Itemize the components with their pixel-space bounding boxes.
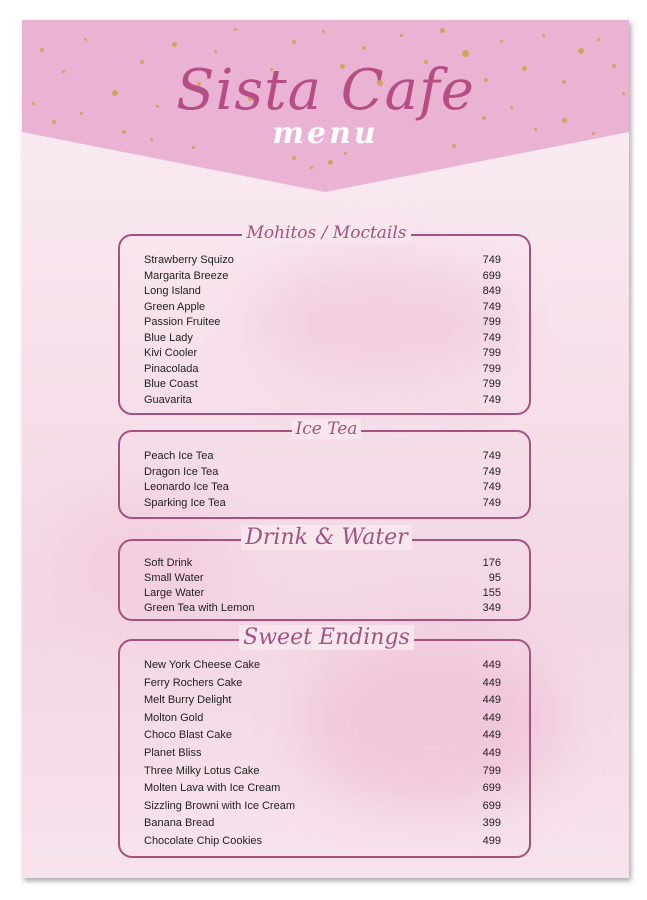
menu-item-row [144,496,501,512]
item-name: Planet Bliss [144,746,202,759]
menu-item-row [144,556,501,571]
item-name: Guavarita [144,393,192,406]
item-list [144,657,501,851]
item-name: Dragon Ice Tea [144,465,219,478]
item-price: 799 [482,378,501,390]
item-price: 749 [482,496,501,509]
confetti-dot [310,166,313,169]
item-price: 749 [482,481,501,493]
menu-item-row [144,393,501,409]
item-name: Blue Lady [144,331,193,344]
menu-item-row [144,692,501,710]
section-sweet-endings [118,625,531,858]
item-name: Soft Drink [144,557,193,569]
confetti-dot [292,156,296,160]
menu-item-row [144,331,501,347]
cafe-title: Sista Cafe [176,58,475,123]
confetti-dot [234,28,237,31]
item-list [144,253,501,408]
menu-item-row [144,284,501,300]
item-name: Three Milky Lotus Cake [144,764,260,777]
section-title: Ice Tea [120,418,533,440]
section-title: Sweet Endings [120,624,533,652]
item-name: Margarita Breeze [144,269,229,282]
item-name: Small Water [144,572,204,584]
menu-item-row [144,710,501,728]
confetti-dot [344,152,347,155]
menu-item-row [144,465,501,481]
section-title: Drink & Water [120,524,533,552]
menu-item-row [144,675,501,693]
menu-item-row [144,346,501,362]
menu-page [22,20,629,878]
menu-subtitle: menu [272,116,379,151]
confetti-dot [172,42,177,47]
menu-item-row [144,315,501,331]
menu-item-row [144,377,501,393]
confetti-dot [292,40,296,44]
item-name: Pinacolada [144,362,199,375]
item-price: 749 [482,331,501,344]
item-price: 749 [482,300,501,313]
item-price: 799 [482,764,501,777]
item-name: Banana Bread [144,817,215,830]
item-name: Strawberry Squizo [144,254,234,266]
item-price: 749 [482,393,501,406]
confetti-dot [40,48,44,52]
confetti-dot [500,40,503,43]
item-price: 449 [482,659,501,671]
menu-item-row [144,480,501,496]
item-price: 449 [482,746,501,759]
item-price: 176 [482,557,501,569]
confetti-dot [578,48,584,54]
confetti-dot [440,28,445,33]
item-price: 449 [482,711,501,724]
item-name: Ferry Rochers Cake [144,676,243,689]
section-title: Mohitos / Moctails [120,222,533,244]
menu-item-row [144,253,501,269]
item-price: 449 [482,694,501,707]
confetti-dot [362,46,366,50]
item-name: Choco Blast Cake [144,729,233,742]
menu-item-row [144,586,501,601]
confetti-dot [322,30,325,33]
section-ice-tea [118,419,531,519]
item-name: Sizzling Browni with Ice Cream [144,799,295,812]
item-price: 699 [482,269,501,282]
item-price: 449 [482,676,501,689]
item-price: 699 [482,799,501,812]
item-list [144,556,501,616]
menu-item-row [144,362,501,378]
item-price: 95 [488,572,501,584]
item-name: Blue Coast [144,378,198,390]
item-name: Chocolate Chip Cookies [144,834,263,847]
item-price: 799 [482,362,501,375]
item-name: Long Island [144,285,201,297]
item-price: 449 [482,729,501,742]
item-name: Melt Burry Delight [144,694,232,707]
confetti-dot [542,34,545,37]
item-price: 699 [482,782,501,795]
item-price: 849 [482,285,501,297]
confetti-dot [400,34,403,37]
menu-item-row [144,269,501,285]
item-price: 155 [482,587,501,599]
item-name: Leonardo Ice Tea [144,481,229,493]
menu-item-row [144,601,501,616]
item-price: 349 [482,602,501,614]
menu-item-row [144,727,501,745]
menu-item-row [144,780,501,798]
menu-item-row [144,449,501,465]
confetti-dot [214,50,217,53]
item-name: Large Water [144,587,205,599]
item-name: Kivi Cooler [144,347,198,359]
menu-item-row [144,300,501,316]
item-price: 399 [482,817,501,830]
confetti-dot [84,38,87,41]
item-name: Molton Gold [144,711,204,724]
menu-item-row [144,657,501,675]
menu-item-row [144,745,501,763]
item-price: 749 [482,450,501,462]
confetti-dot [462,50,469,57]
item-name: Molten Lava with Ice Cream [144,782,281,795]
item-name: Sparking Ice Tea [144,496,226,509]
menu-item-row [144,571,501,586]
item-price: 799 [482,347,501,359]
item-price: 749 [482,465,501,478]
section-drink-water [118,525,531,621]
confetti-dot [328,160,333,165]
item-name: New York Cheese Cake [144,659,261,671]
item-price: 799 [482,316,501,328]
item-price: 749 [482,254,501,266]
item-price: 499 [482,834,501,847]
confetti-dot [597,38,600,41]
section-mohitos-moctails [118,223,531,415]
menu-item-row [144,763,501,781]
item-list [144,449,501,511]
item-name: Green Apple [144,300,206,313]
item-name: Green Tea with Lemon [144,602,255,614]
menu-item-row [144,833,501,851]
menu-item-row [144,815,501,833]
menu-item-row [144,798,501,816]
item-name: Passion Fruitee [144,316,221,328]
item-name: Peach Ice Tea [144,450,214,462]
